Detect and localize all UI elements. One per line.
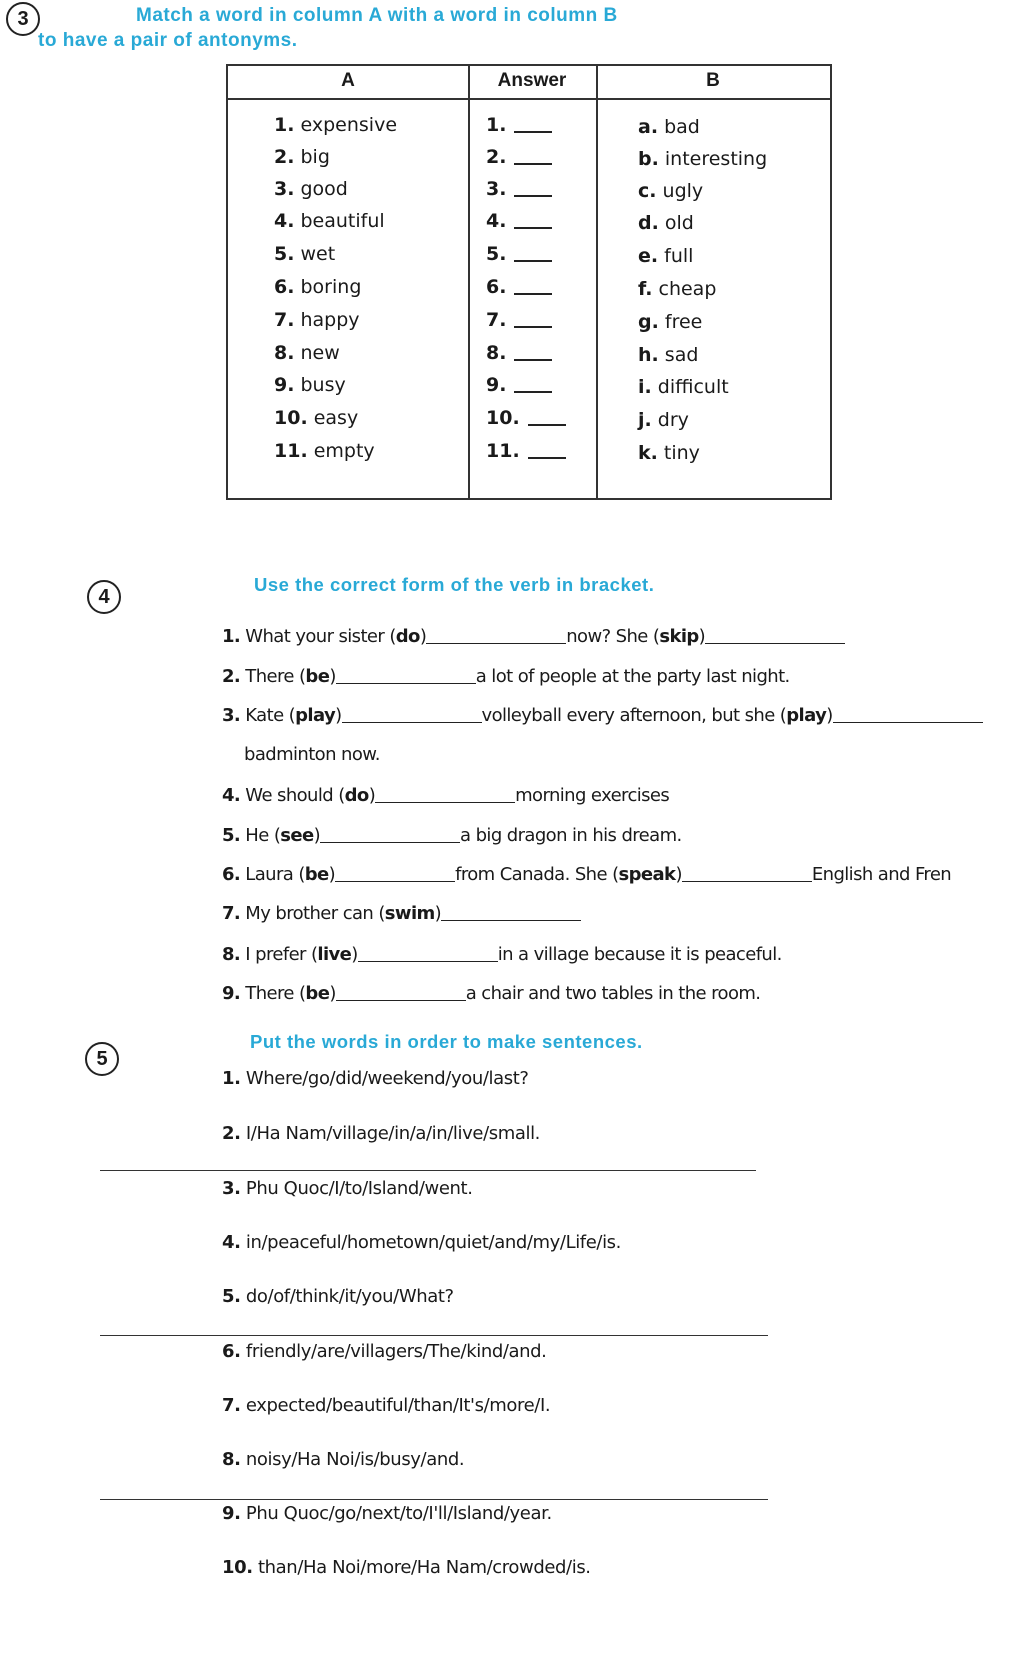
column-a-item [274,374,346,396]
verb-in-bracket: do [395,626,420,647]
verb-in-bracket: see [280,825,314,846]
sentence-text: There ( [245,666,306,687]
item-number: 5. [486,243,507,265]
answer-item [486,210,552,232]
item-number: 11. [274,440,308,462]
answer-item [486,178,552,200]
answer-item [486,374,552,396]
sentence-text: What your sister ( [245,626,396,647]
answer-rule [100,1499,768,1500]
verb-in-bracket: live [317,944,352,965]
answer-rule [100,1335,768,1336]
column-a-item [274,210,385,232]
verb-in-bracket: be [305,666,330,687]
answer-blank[interactable] [336,683,476,684]
item-number: 5. [222,825,241,846]
answer-blank[interactable] [833,722,983,723]
scrambled-words: expected/beautiful/than/It's/more/I. [245,1395,551,1416]
word: ugly [662,180,704,202]
continuation-text: badminton now. [244,744,380,765]
word: difficult [657,376,729,398]
scrambled-words: Phu Quoc/go/next/to/I'll/Island/year. [245,1503,552,1524]
word: old [664,212,694,234]
exercise-4-instruction: Use the correct form of the verb in bracket. [254,574,655,595]
answer-column-header: Answer [497,70,567,91]
item-number: 3. [222,1178,241,1199]
column-b-item [638,409,689,431]
verb-in-bracket: swim [384,903,435,924]
exercise-4-item [222,983,760,1004]
sentence-text: morning exercises [515,785,670,806]
item-number: 10. [486,407,520,429]
sentence-text: Kate ( [245,705,296,726]
sentence-text: We should ( [245,785,345,806]
sentence-text: volleyball every afternoon, but she ( [481,705,787,726]
item-letter: b. [638,148,659,170]
sentence-text: ) [826,705,833,726]
item-letter: g. [638,311,659,333]
item-number: 10. [274,407,308,429]
item-number: 3. [486,178,507,200]
item-number: 5. [274,243,295,265]
sentence-text: ) [313,825,321,846]
exercise-4-item [244,744,380,765]
item-number: 6. [274,276,295,298]
column-a-header: A [341,70,355,91]
scrambled-words: Phu Quoc/I/to/Island/went. [245,1178,473,1199]
sentence-text: ) [328,864,336,885]
sentence-text: in a village because it is peaceful. [497,944,782,965]
word: easy [313,407,359,429]
sentence-text: now? She ( [566,626,660,647]
item-number: 9. [274,374,295,396]
sentence-text: English and Fren [811,864,952,885]
item-number: 11. [486,440,520,462]
scrambled-words: noisy/Ha Noi/is/busy/and. [245,1449,465,1470]
word: cheap [658,278,717,300]
item-number: 1. [222,1068,241,1089]
word: tiny [663,442,700,464]
verb-in-bracket: be [304,864,329,885]
answer-item [486,276,552,298]
answer-blank[interactable] [514,293,552,295]
scrambled-words: friendly/are/villagers/The/kind/and. [245,1341,547,1362]
answer-item [486,407,566,429]
answer-blank[interactable] [342,722,482,723]
scrambled-words: I/Ha Nam/village/in/a/in/live/small. [245,1123,540,1144]
column-a-item [274,243,335,265]
scrambled-words: in/peaceful/hometown/quiet/and/my/Life/is. [245,1232,621,1253]
answer-blank[interactable] [682,881,812,882]
exercise-5-item [222,1449,464,1470]
answer-item [486,114,552,136]
exercise-5-item [222,1123,540,1144]
item-number: 4. [486,210,507,232]
exercise-4-item [222,785,669,806]
column-b-item [638,212,694,234]
item-number: 1. [486,114,507,136]
answer-blank[interactable] [335,881,455,882]
column-a-item [274,440,375,462]
word: sad [664,344,699,366]
antonyms-table [226,64,832,500]
column-b-item [638,116,700,138]
scrambled-words: than/Ha Noi/more/Ha Nam/crowded/is. [258,1557,591,1578]
item-number: 4. [274,210,295,232]
item-letter: d. [638,212,659,234]
answer-blank[interactable] [705,643,845,644]
answer-blank[interactable] [514,326,552,328]
item-number: 7. [274,309,295,331]
scrambled-words: do/of/think/it/you/What? [245,1286,454,1307]
answer-blank[interactable] [336,1000,466,1001]
sentence-text: a chair and two tables in the room. [465,983,761,1004]
exercise-5-item [222,1286,454,1307]
sentence-text: ) [335,705,342,726]
exercise-4-item [222,825,682,846]
item-number: 8. [486,342,507,364]
answer-blank[interactable] [514,227,552,229]
exercise-4-item [222,626,845,647]
word: good [300,178,348,200]
sentence-text: ) [329,983,336,1004]
exercise-number-badge: 3 [6,2,40,36]
word: new [300,342,340,364]
verb-in-bracket: be [305,983,330,1004]
exercise-4-item [222,705,983,726]
sentence-text: ) [351,944,358,965]
sentence-text: ) [329,666,336,687]
scrambled-words: Where/go/did/weekend/you/last? [245,1068,529,1089]
item-number: 9. [222,983,241,1004]
column-b-header: B [706,70,720,91]
exercise-5-item [222,1503,552,1524]
column-b-item [638,311,702,333]
answer-blank[interactable] [514,359,552,361]
verb-in-bracket: do [344,785,369,806]
exercise-4-item [222,864,951,885]
item-letter: f. [638,278,653,300]
sentence-text: from Canada. She ( [455,864,619,885]
sentence-text: He ( [245,825,281,846]
word: dry [657,409,689,431]
item-number: 1. [222,626,241,647]
answer-blank[interactable] [375,802,515,803]
sentence-text: ) [434,903,442,924]
exercise-4-item [222,944,782,965]
sentence-text: ) [675,864,682,885]
column-b-item [638,148,767,170]
column-b-item [638,180,703,202]
word: beautiful [300,210,385,232]
exercise-5-instruction: Put the words in order to make sentences. [250,1031,643,1052]
item-number: 3. [222,705,241,726]
column-a-item [274,309,360,331]
word: free [664,311,703,333]
word: boring [300,276,362,298]
item-number: 1. [274,114,295,136]
answer-blank[interactable] [426,643,566,644]
exercise-5-item [222,1341,547,1362]
column-a-item [274,407,358,429]
answer-item [486,146,552,168]
sentence-text: ) [698,626,706,647]
exercise-3-instruction-line2: to have a pair of antonyms. [38,30,298,51]
word: interesting [664,148,768,170]
exercise-number-badge: 4 [87,580,121,614]
item-number: 3. [274,178,295,200]
answer-blank[interactable] [528,424,566,426]
word: busy [300,374,346,396]
exercise-4-item [222,903,581,924]
sentence-text: I prefer ( [245,944,318,965]
word: empty [313,440,375,462]
item-number: 7. [222,1395,241,1416]
word: wet [300,243,336,265]
item-number: 5. [222,1286,241,1307]
item-number: 2. [222,666,241,687]
exercise-number-badge: 5 [85,1042,119,1076]
answer-blank[interactable] [358,961,498,962]
answer-blank[interactable] [514,163,552,165]
item-number: 2. [274,146,295,168]
word: bad [664,116,700,138]
answer-item [486,309,552,331]
sentence-text: ) [419,626,427,647]
column-a-item [274,114,397,136]
column-b-item [638,344,698,366]
sentence-text: ) [368,785,376,806]
answer-item [486,440,566,462]
item-letter: j. [638,409,652,431]
answer-blank[interactable] [528,457,566,459]
answer-blank[interactable] [320,842,460,843]
exercise-5-item [222,1178,473,1199]
verb-in-bracket: speak [618,864,676,885]
answer-blank[interactable] [441,920,581,921]
verb-in-bracket: skip [659,626,699,647]
item-number: 6. [486,276,507,298]
column-a-item [274,178,348,200]
answer-rule [100,1170,756,1171]
exercise-5-item [222,1395,550,1416]
sentence-text: a lot of people at the party last night. [475,666,790,687]
answer-blank[interactable] [514,391,552,393]
sentence-text: a big dragon in his dream. [460,825,682,846]
item-number: 6. [222,864,241,885]
column-a-item [274,276,361,298]
item-number: 4. [222,1232,241,1253]
item-letter: c. [638,180,657,202]
item-letter: k. [638,442,658,464]
item-letter: h. [638,344,659,366]
exercise-4-item [222,666,790,687]
answer-blank[interactable] [514,260,552,262]
answer-blank[interactable] [514,195,552,197]
answer-item [486,342,552,364]
item-number: 9. [486,374,507,396]
word: happy [300,309,360,331]
item-number: 2. [486,146,507,168]
answer-blank[interactable] [514,131,552,133]
column-b-item [638,442,700,464]
answer-item [486,243,552,265]
item-number: 7. [486,309,507,331]
word: expensive [300,114,398,136]
column-a-item [274,146,330,168]
exercise-3-instruction-line1: Match a word in column A with a word in column B [136,5,618,26]
item-letter: e. [638,245,659,267]
verb-in-bracket: play [295,705,336,726]
item-number: 9. [222,1503,241,1524]
sentence-text: Laura ( [245,864,305,885]
word: big [300,146,330,168]
word: full [664,245,694,267]
item-letter: a. [638,116,659,138]
column-b-item [638,245,693,267]
item-number: 10. [222,1557,253,1578]
item-number: 8. [222,1449,241,1470]
exercise-5-item [222,1232,621,1253]
sentence-text: My brother can ( [245,903,385,924]
item-number: 8. [222,944,241,965]
column-a-item [274,342,340,364]
item-number: 8. [274,342,295,364]
item-number: 7. [222,903,241,924]
exercise-5-item [222,1557,591,1578]
sentence-text: There ( [245,983,306,1004]
column-b-item [638,278,716,300]
column-b-item [638,376,729,398]
verb-in-bracket: play [786,705,827,726]
item-letter: i. [638,376,652,398]
item-number: 4. [222,785,241,806]
item-number: 6. [222,1341,241,1362]
item-number: 2. [222,1123,241,1144]
exercise-5-item [222,1068,529,1089]
